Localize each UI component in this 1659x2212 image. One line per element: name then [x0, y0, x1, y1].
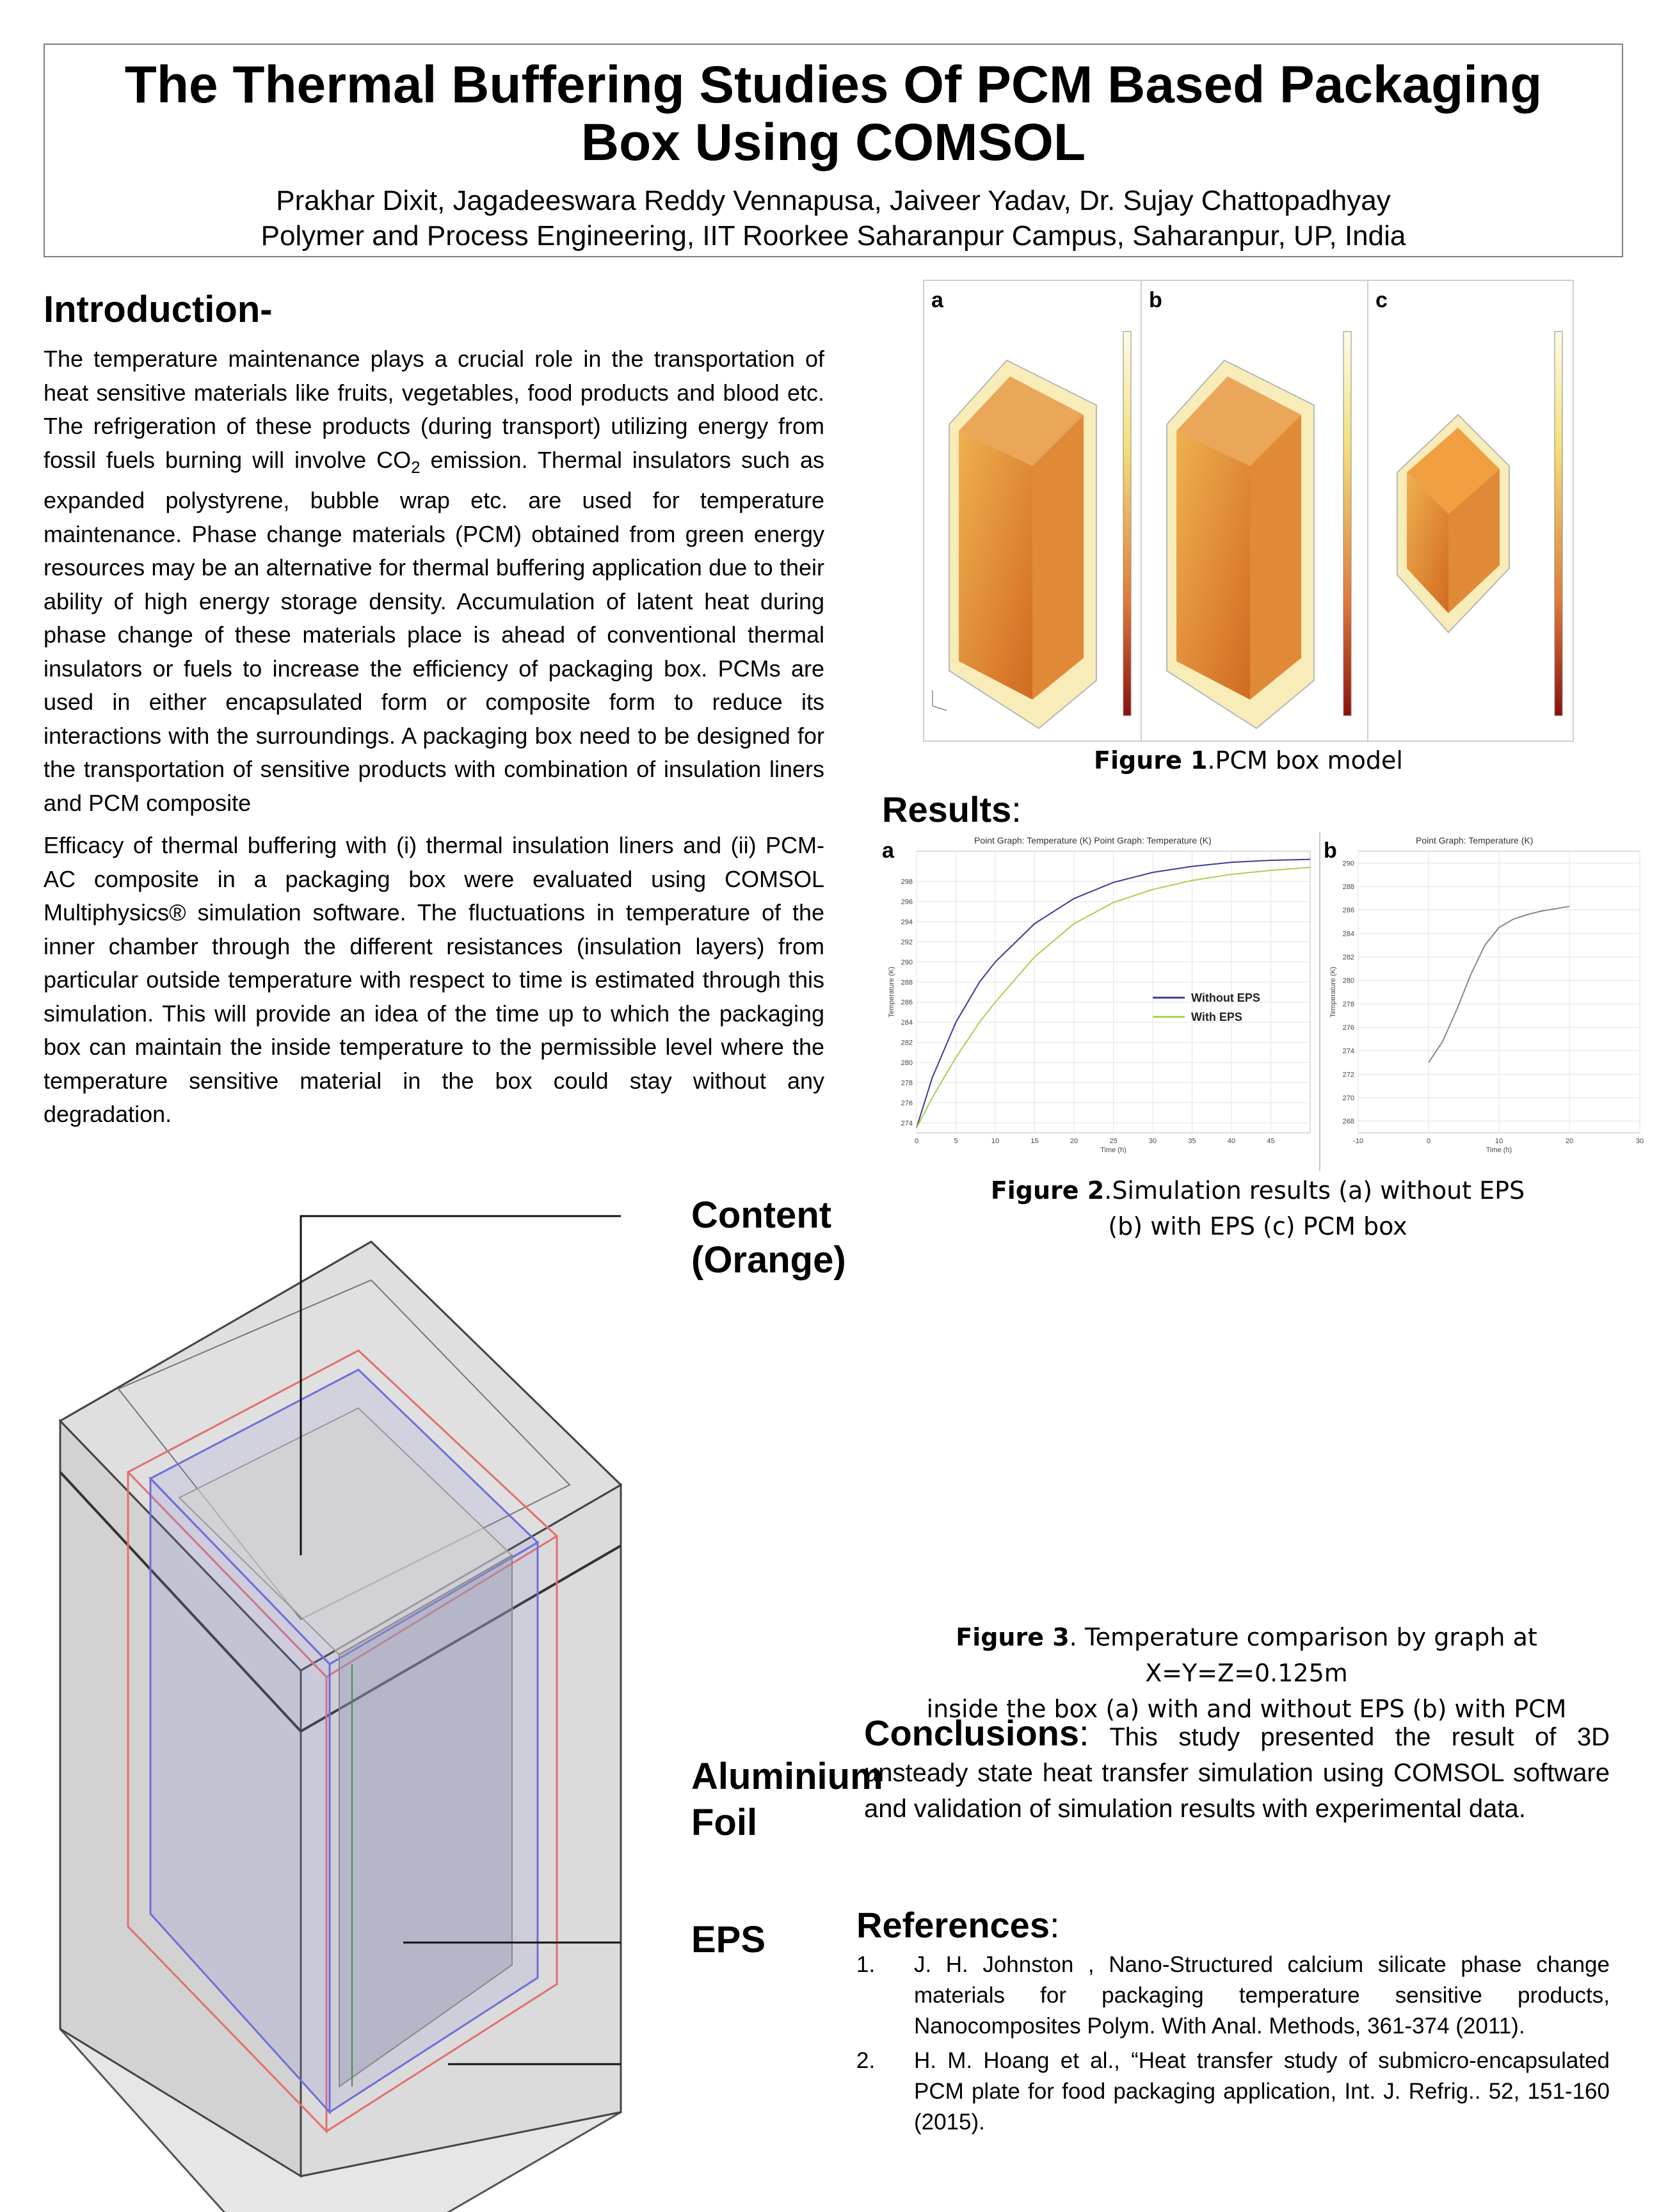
chart-a-x-tick-1: 5	[954, 1137, 958, 1145]
chart-b-y-axis-label: Temperature (K)	[1329, 966, 1337, 1018]
chart-b-title: Point Graph: Temperature (K)	[1416, 835, 1534, 846]
chart-a-y-axis-label: Temperature (K)	[888, 966, 895, 1018]
chart-a-x-tick-3: 15	[1030, 1137, 1039, 1145]
chart-a-y-tick-1: 276	[901, 1099, 913, 1107]
chart-a-title: Point Graph: Temperature (K) Point Graph: Temperature (K)	[974, 835, 1212, 846]
chart-b-x-tick-2: 10	[1495, 1137, 1503, 1145]
introduction-paragraph-2: Efficacy of thermal buffering with (i) thermal insulation liners and (ii) PCM-AC composite in a packaging box were evaluated using COMSOL Multiphysics® simulation software. The fluctuations in temperature of the inner chamber through the different resistances (insulation layers) from particular outside temperature with respect to time is estimated through this simulation. This will provide an idea of the time up to which the packaging box can maintain the inside temperature to the permissible level where the temperature sensitive material in the box could stay without any degradation.	[44, 832, 824, 1128]
chart-a	[888, 851, 1310, 1154]
figure-3-image	[45, 1178, 883, 2176]
title-box	[44, 44, 1623, 257]
chart-a-legend-label-1: With EPS	[1191, 1010, 1242, 1023]
chart-b-y-tick-4: 276	[1342, 1024, 1354, 1032]
chart-a-y-tick-5: 284	[901, 1019, 913, 1027]
chart-a-y-tick-4: 282	[901, 1039, 913, 1047]
chart-b-y-tick-0: 268	[1342, 1118, 1354, 1126]
chart-a-x-axis-label: Time (h)	[1100, 1146, 1126, 1154]
chart-a-y-tick-2: 278	[901, 1079, 913, 1087]
chart-b-y-tick-11: 290	[1342, 860, 1354, 868]
chart-b-y-tick-1: 270	[1342, 1094, 1354, 1102]
reference-item-1: 1. J. H. Johnston , Nano-Structured calcium silicate phase change materials for packaging temperature sensitive products, Nanocomposites Polym. With Anal. Methods, 361-374 (2011).	[856, 1952, 1610, 2039]
chart-a-y-tick-7: 288	[901, 979, 913, 987]
results-heading: Results:	[882, 789, 1022, 830]
label-eps: EPS	[691, 1919, 766, 1960]
introduction-section	[44, 288, 824, 1132]
authors: Prakhar Dixit, Jagadeeswara Reddy Vennapusa, Jaiveer Yadav, Dr. Sujay Chattopadhyay	[276, 185, 1391, 216]
poster-title: The Thermal Buffering Studies Of PCM Based Packaging Box Using COMSOL	[124, 56, 1543, 172]
chart-b-x-tick-3: 20	[1565, 1137, 1574, 1145]
chart-b-y-tick-3: 274	[1342, 1047, 1354, 1055]
reference-item-2: 2. H. M. Hoang et al., “Heat transfer study of submicro-encapsulated PCM plate for food packaging application, Int. J. Refrig.. 52, 151-160 (2015).	[856, 2048, 1610, 2135]
figure-1	[924, 280, 1573, 741]
introduction-heading: Introduction-	[44, 289, 273, 330]
chart-b-x-axis-label: Time (h)	[1486, 1146, 1512, 1154]
chart-a-x-tick-6: 30	[1148, 1137, 1157, 1145]
chart-a-y-tick-12: 298	[901, 878, 913, 886]
figure-1-caption: Figure 1.PCM box model	[1094, 746, 1403, 774]
chart-a-y-tick-6: 286	[901, 998, 913, 1007]
chart-a-y-tick-3: 280	[901, 1059, 913, 1067]
figure-2	[878, 832, 1650, 1171]
chart-a-y-tick-10: 294	[901, 918, 913, 926]
chart-b-y-tick-8: 284	[1342, 930, 1354, 938]
figure-3-caption: Figure 3. Temperature comparison by graph at X=Y=Z=0.125m inside the box (a) with and without EPS (b) with PCM	[926, 1623, 1567, 1723]
introduction-paragraph-1: The temperature maintenance plays a crucial role in the transportation of heat sensitive materials like fruits, vegetables, food products and blood etc. The refrigeration of these products (during transport) utilizing energy from fossil fuels burning will involve $CO_2$ emission. Thermal insulators such as expanded polystyrene, bubble wrap etc. are used for temperature maintenance. Phase change materials (PCM) obtained from green energy resources may be an alternative for thermal buffering application due to their ability of high energy storage density. Accumulation of latent heat during phase change of these materials place is ahead of conventional thermal insulators or fuels to increase the efficiency of packaging box. PCMs are used in either encapsulated form or composite form to reduce its interactions with the surroundings. A packaging box need to be designed for the transportation of sensitive products with combination of insulation liners and PCM composite	[44, 346, 825, 816]
chart-b-x-tick-1: 0	[1426, 1137, 1431, 1145]
chart-b-y-tick-10: 288	[1342, 883, 1354, 891]
figure-2-panel-a-label: a	[882, 838, 894, 863]
label-content-line2: (Orange)	[691, 1239, 846, 1281]
chart-a-x-tick-8: 40	[1227, 1137, 1236, 1145]
figure-2-panel-b-label: b	[1324, 838, 1337, 863]
chart-a-x-tick-7: 35	[1188, 1137, 1196, 1145]
figure-2-caption: Figure 2.Simulation results (a) without EPS (b) with EPS (c) PCM box	[990, 1176, 1525, 1240]
chart-a-y-tick-11: 296	[901, 898, 913, 906]
chart-a-y-tick-8: 290	[901, 958, 913, 966]
label-content-line1: Content	[691, 1194, 832, 1236]
chart-a-x-tick-4: 20	[1070, 1137, 1078, 1145]
chart-a-x-tick-9: 45	[1267, 1137, 1275, 1145]
chart-a-y-tick-9: 292	[901, 938, 913, 947]
chart-a-legend-label-0: Without EPS	[1191, 991, 1260, 1004]
chart-a-x-tick-0: 0	[914, 1137, 919, 1145]
chart-b-y-tick-9: 286	[1342, 906, 1354, 915]
figure-3	[45, 1178, 883, 2176]
references-section	[856, 1904, 1610, 2138]
panel-c-label: c	[1375, 288, 1388, 312]
chart-b-y-tick-7: 282	[1342, 954, 1354, 961]
figure-2-charts	[878, 832, 1650, 1171]
chart-b-y-tick-2: 272	[1342, 1071, 1354, 1079]
chart-a-x-tick-2: 10	[991, 1137, 1000, 1145]
panel-b-label: b	[1149, 288, 1162, 312]
chart-b-x-tick-0: -10	[1353, 1137, 1363, 1145]
label-aluminium-line1: Aluminium	[691, 1756, 883, 1797]
conclusions-section	[864, 1715, 1610, 1827]
chart-b	[1329, 851, 1644, 1154]
label-aluminium-line2: Foil	[691, 1802, 758, 1843]
chart-a-x-tick-5: 25	[1109, 1137, 1118, 1145]
affiliation: Polymer and Process Engineering, IIT Roorkee Saharanpur Campus, Saharanpur, UP, India	[260, 220, 1406, 252]
chart-b-x-tick-4: 30	[1635, 1137, 1644, 1145]
chart-b-y-tick-6: 280	[1342, 977, 1354, 985]
panel-a-label: a	[931, 288, 943, 312]
chart-b-y-tick-5: 278	[1342, 1000, 1354, 1009]
figure-1-image	[924, 280, 1573, 741]
chart-a-y-tick-0: 274	[901, 1119, 913, 1128]
conclusions-text: Conclusions: This study presented the result of 3D unsteady state heat transfer simulation using COMSOL software and validation of simulation results with experimental data.	[864, 1713, 1610, 1823]
references-heading: References:	[856, 1905, 1060, 1945]
